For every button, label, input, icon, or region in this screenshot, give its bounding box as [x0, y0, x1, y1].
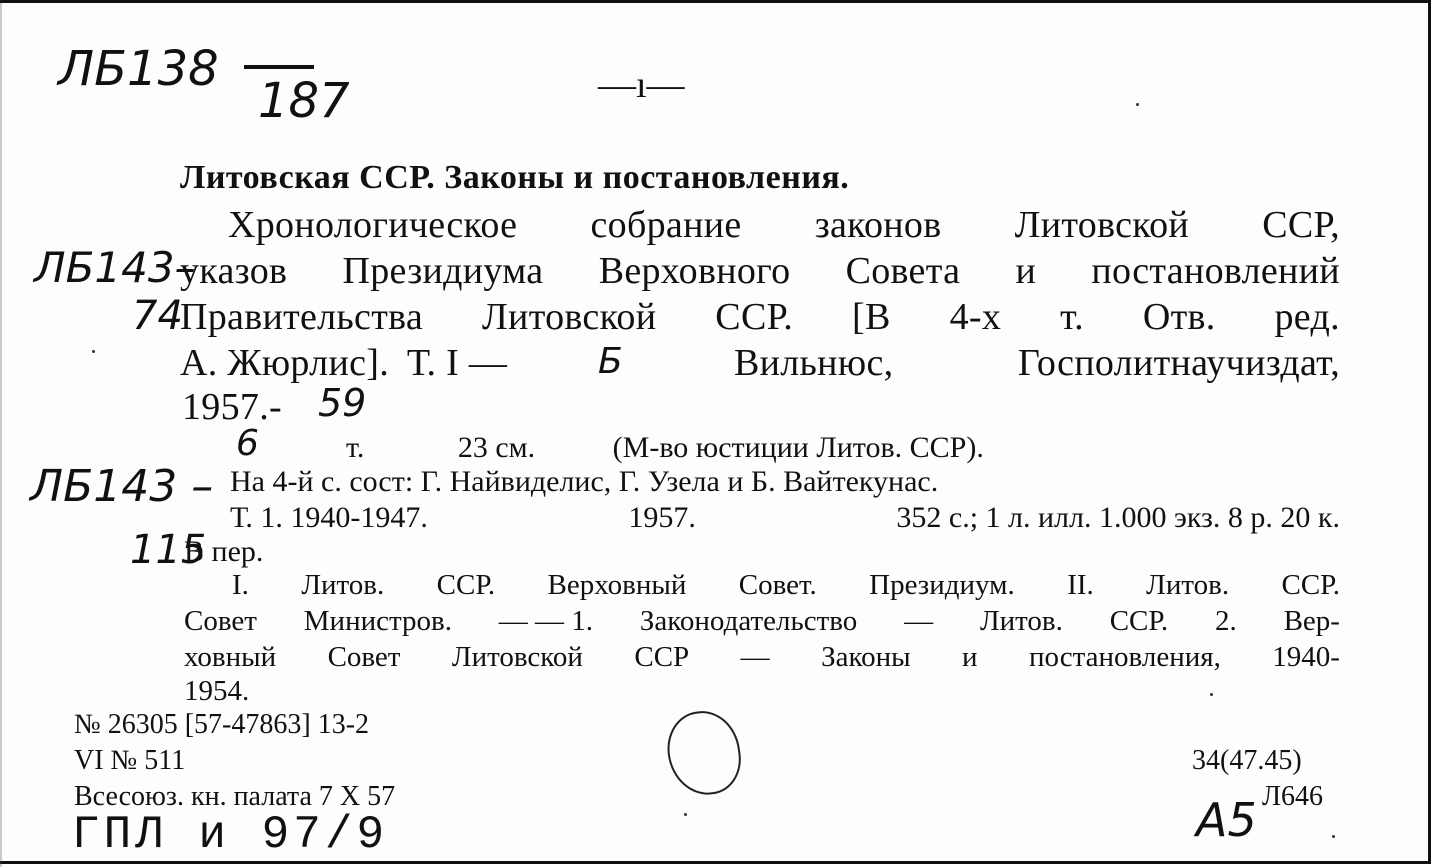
title-line-1: [228, 203, 1340, 247]
desc-line-3: [230, 501, 1340, 535]
subject-word: Литов.: [979, 605, 1063, 637]
handwritten-top-code-bar: [244, 65, 314, 69]
title-word: Правительства: [180, 296, 424, 338]
subject-line-3: [184, 641, 1340, 674]
subject-word: Литов.: [301, 569, 385, 601]
subject-word: 2.: [1215, 605, 1237, 637]
subject-word: I.: [232, 569, 249, 601]
title-place: Вильнюс,: [734, 342, 894, 384]
subject-word: ССР: [634, 641, 690, 673]
handwritten-volume-count: 6: [236, 423, 259, 464]
desc-line-2: На 4-й с. сост: Г. Найвиделис, Г. Узела и Б. Вайтекунас.: [230, 465, 939, 498]
title-word: законов: [814, 204, 942, 246]
subject-word: Президиум.: [869, 569, 1015, 601]
title-line-3: [180, 295, 1340, 339]
subject-word: Министров.: [303, 605, 452, 637]
title-word: и: [1015, 250, 1037, 292]
subject-word: постановления,: [1029, 641, 1221, 673]
footer-series: VI № 511: [74, 745, 186, 776]
title-word: Совета: [845, 250, 961, 292]
handwritten-margin-code-1: ЛБ143–: [34, 243, 196, 292]
handwritten-bottom-code: ГПЛ и 97/9: [72, 809, 389, 861]
title-word: [В: [852, 296, 891, 338]
subject-word: ховный: [184, 641, 277, 673]
subject-word: Совет: [327, 641, 401, 673]
title-word: Отв.: [1142, 296, 1216, 338]
subject-word: Законодательство: [639, 605, 858, 637]
card-left-edge: [0, 3, 2, 867]
title-word: Хронологическое: [228, 204, 518, 246]
footer-chamber: Всесоюз. кн. палата 7 X 57: [74, 781, 396, 812]
title-year: 1957.-: [182, 386, 282, 428]
subject-word: — — 1.: [498, 605, 594, 637]
handwritten-top-code-sub: 187: [258, 73, 350, 129]
title-line-4: [180, 341, 507, 385]
title-line-4-place: [734, 341, 1340, 385]
title-word: Верховного: [598, 250, 791, 292]
top-mark: —ı—: [598, 64, 685, 106]
subject-word: Вер-: [1283, 605, 1340, 637]
handwritten-year-end: 59: [318, 381, 367, 425]
subject-word: 1940-: [1272, 641, 1340, 673]
desc-size: 23 см.: [457, 431, 536, 464]
subject-word: II.: [1067, 569, 1094, 601]
handwritten-margin-code-2-sub: 115: [130, 527, 207, 573]
speck: [1332, 835, 1335, 838]
speck: [684, 813, 687, 816]
card-heading: Литовская ССР. Законы и постановления.: [180, 159, 850, 196]
title-word: т.: [1060, 296, 1084, 338]
desc-volume-1: Т. 1. 1940-1947.: [230, 501, 428, 534]
desc-volumes: т.: [346, 431, 365, 464]
handwritten-margin-code-1-sub: 74: [132, 293, 183, 339]
title-word: постановлений: [1091, 250, 1340, 292]
handwritten-volumes-end: Б: [598, 341, 623, 382]
stamp-circle: [663, 706, 746, 799]
desc-pages-price: 352 с.; 1 л. илл. 1.000 экз. 8 р. 20 к.: [896, 501, 1340, 534]
subject-word: ССР.: [1281, 569, 1340, 601]
subject-word: Законы: [821, 641, 911, 673]
subject-line-1: [232, 569, 1340, 602]
title-word: Литовской: [481, 296, 657, 338]
subject-word: —: [904, 605, 934, 637]
subject-line-2: [184, 605, 1340, 638]
title-word: собрание: [590, 204, 742, 246]
subject-word: Совет.: [738, 569, 817, 601]
subject-word: Литов.: [1146, 569, 1230, 601]
subject-word: и: [962, 641, 978, 673]
desc-line-1: [346, 431, 984, 465]
desc-year: 1957.: [628, 501, 696, 534]
desc-binding: В пер.: [184, 535, 264, 568]
desc-agency: (М-во юстиции Литов. ССР).: [612, 431, 984, 464]
title-word: ССР.: [715, 296, 794, 338]
subject-word: ССР.: [1109, 605, 1169, 637]
title-editor: А. Жюрлис].: [180, 342, 389, 384]
footer-record-number: № 26305 [57-47863] 13-2: [74, 709, 370, 740]
handwritten-signature: А5: [1196, 793, 1257, 847]
title-line-2: [180, 249, 1340, 293]
title-word: Президиума: [342, 250, 544, 292]
title-word: Литовской: [1014, 204, 1190, 246]
cutter-mark: Л646: [1262, 781, 1323, 812]
title-word: 4-х: [949, 296, 1002, 338]
speck: [92, 350, 95, 353]
subject-word: —: [740, 641, 770, 673]
title-word: указов: [180, 250, 288, 292]
handwritten-margin-code-2: ЛБ143 –: [30, 461, 214, 512]
speck: [1210, 693, 1213, 696]
subject-word: Литовской: [451, 641, 583, 673]
title-volume: Т. I —: [406, 342, 508, 384]
title-publisher: Госполитнаучиздат,: [1017, 342, 1340, 384]
subject-word: Верховный: [547, 569, 687, 601]
title-word: ред.: [1274, 296, 1340, 338]
classification-index: 34(47.45): [1192, 745, 1302, 776]
handwritten-top-code: ЛБ138: [58, 41, 219, 97]
subject-word: ССР.: [436, 569, 496, 601]
subject-word: Совет: [184, 605, 257, 637]
speck: [1136, 103, 1139, 106]
subject-end: 1954.: [184, 675, 250, 707]
title-word: ССР,: [1262, 204, 1340, 246]
